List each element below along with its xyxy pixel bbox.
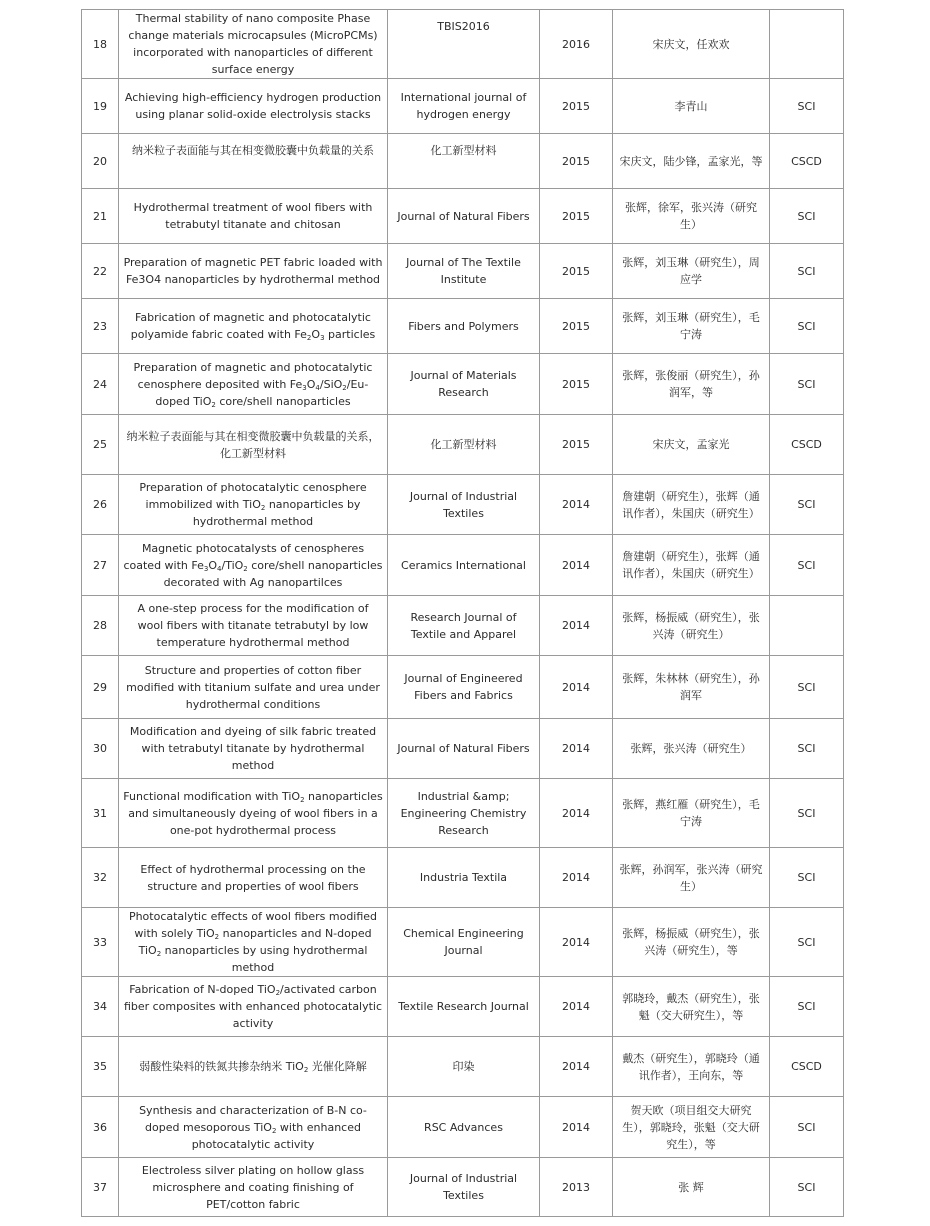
authors: 张辉，孙润军，张兴涛（研究生） bbox=[613, 848, 770, 908]
journal-name: Ceramics International bbox=[388, 535, 540, 596]
index-type: SCI bbox=[770, 79, 844, 134]
index-type: SCI bbox=[770, 908, 844, 977]
row-number: 28 bbox=[82, 596, 119, 656]
row-number: 20 bbox=[82, 134, 119, 189]
table-row bbox=[82, 535, 844, 596]
row-number: 26 bbox=[82, 475, 119, 535]
publication-year: 2015 bbox=[540, 244, 613, 299]
row-number: 35 bbox=[82, 1037, 119, 1097]
journal-name: 化工新型材料 bbox=[388, 134, 540, 189]
publication-year: 2013 bbox=[540, 1158, 613, 1217]
row-number: 24 bbox=[82, 354, 119, 415]
index-type: SCI bbox=[770, 1158, 844, 1217]
paper-title: 弱酸性染料的铁氮共掺杂纳米 TiO$_2$ 光催化降解 bbox=[119, 1037, 388, 1097]
paper-title: Structure and properties of cotton fiber modified with titanium sulfate and urea under hydrothermal conditions bbox=[119, 656, 388, 719]
publication-year: 2015 bbox=[540, 415, 613, 475]
index-type: SCI bbox=[770, 354, 844, 415]
paper-title: Achieving high-efficiency hydrogen production using planar solid-oxide electrolysis stacks bbox=[119, 79, 388, 134]
paper-title: A one-step process for the modification of wool fibers with titanate tetrabutyl by low temperature hydrothermal method bbox=[119, 596, 388, 656]
publication-year: 2014 bbox=[540, 475, 613, 535]
paper-title: Functional modification with TiO$_2$ nanoparticles and simultaneously dyeing of wool fibers in a one-pot hydrothermal process bbox=[119, 779, 388, 848]
publication-year: 2014 bbox=[540, 719, 613, 779]
publication-year: 2016 bbox=[540, 10, 613, 79]
row-number: 29 bbox=[82, 656, 119, 719]
paper-title: Modification and dyeing of silk fabric treated with tetrabutyl titanate by hydrothermal method bbox=[119, 719, 388, 779]
index-type: SCI bbox=[770, 656, 844, 719]
row-number: 31 bbox=[82, 779, 119, 848]
index-type: SCI bbox=[770, 299, 844, 354]
journal-name: RSC Advances bbox=[388, 1097, 540, 1158]
journal-name: Journal of Materials Research bbox=[388, 354, 540, 415]
row-number: 34 bbox=[82, 977, 119, 1037]
index-type: SCI bbox=[770, 189, 844, 244]
journal-name: Journal of The Textile Institute bbox=[388, 244, 540, 299]
row-number: 33 bbox=[82, 908, 119, 977]
authors: 詹建朝（研究生），张辉（通讯作者），朱国庆（研究生） bbox=[613, 475, 770, 535]
index-type: SCI bbox=[770, 719, 844, 779]
index-type: SCI bbox=[770, 1097, 844, 1158]
paper-title: Magnetic photocatalysts of cenospheres coated with $Fe_3O_4/TiO_2$ core/shell nanoparticles decorated with Ag nanopartilces bbox=[119, 535, 388, 596]
paper-title: Electroless silver plating on hollow glass microsphere and coating finishing of PET/cotton fabric bbox=[119, 1158, 388, 1217]
journal-name: Industria Textila bbox=[388, 848, 540, 908]
index-type: SCI bbox=[770, 244, 844, 299]
authors: 戴杰（研究生），郭晓玲（通讯作者），王向东，等 bbox=[613, 1037, 770, 1097]
row-number: 37 bbox=[82, 1158, 119, 1217]
publication-year: 2014 bbox=[540, 535, 613, 596]
authors: 张辉，刘玉琳（研究生），周应学 bbox=[613, 244, 770, 299]
row-number: 21 bbox=[82, 189, 119, 244]
table-row bbox=[82, 415, 844, 475]
table-row bbox=[82, 299, 844, 354]
index-type bbox=[770, 596, 844, 656]
paper-title: Preparation of photocatalytic cenosphere immobilized with TiO$_2$ nanoparticles by hydrothermal method bbox=[119, 475, 388, 535]
journal-name: Fibers and Polymers bbox=[388, 299, 540, 354]
publication-table bbox=[81, 9, 844, 1217]
row-number: 18 bbox=[82, 10, 119, 79]
authors: 宋庆文，任欢欢 bbox=[613, 10, 770, 79]
table-row bbox=[82, 10, 844, 79]
row-number: 22 bbox=[82, 244, 119, 299]
authors: 张辉，张兴涛（研究生） bbox=[613, 719, 770, 779]
index-type: SCI bbox=[770, 848, 844, 908]
table-row bbox=[82, 908, 844, 977]
table-row bbox=[82, 719, 844, 779]
row-number: 25 bbox=[82, 415, 119, 475]
journal-name: Journal of Natural Fibers bbox=[388, 719, 540, 779]
table-row bbox=[82, 1037, 844, 1097]
table-row bbox=[82, 79, 844, 134]
authors: 宋庆文，孟家光 bbox=[613, 415, 770, 475]
authors: 张辉，刘玉琳（研究生），毛宁涛 bbox=[613, 299, 770, 354]
authors: 张辉，张俊丽（研究生），孙润军，等 bbox=[613, 354, 770, 415]
paper-title: Photocatalytic effects of wool fibers modified with solely TiO$_2$ nanoparticles and N-doped TiO$_2$ nanoparticles by using hydrothermal method bbox=[119, 908, 388, 977]
journal-name: 印染 bbox=[388, 1037, 540, 1097]
index-type: CSCD bbox=[770, 1037, 844, 1097]
authors: 贺天欧（项目组交大研究生），郭晓玲，张魁（交大研究生），等 bbox=[613, 1097, 770, 1158]
paper-title: Synthesis and characterization of B-N co-doped mesoporous TiO$_2$ with enhanced photocatalytic activity bbox=[119, 1097, 388, 1158]
authors: 宋庆文，陆少锋，孟家光，等 bbox=[613, 134, 770, 189]
row-number: 36 bbox=[82, 1097, 119, 1158]
journal-name: Journal of Natural Fibers bbox=[388, 189, 540, 244]
publication-year: 2015 bbox=[540, 354, 613, 415]
table-row bbox=[82, 189, 844, 244]
publication-year: 2014 bbox=[540, 596, 613, 656]
publication-year: 2015 bbox=[540, 299, 613, 354]
table-row bbox=[82, 1158, 844, 1217]
publication-year: 2015 bbox=[540, 189, 613, 244]
table-row bbox=[82, 656, 844, 719]
table-row bbox=[82, 1097, 844, 1158]
paper-title: 纳米粒子表面能与其在相变微胶囊中负载量的关系 bbox=[119, 134, 388, 189]
journal-name: Research Journal of Textile and Apparel bbox=[388, 596, 540, 656]
row-number: 30 bbox=[82, 719, 119, 779]
row-number: 27 bbox=[82, 535, 119, 596]
authors: 张辉，朱林林（研究生），孙润军 bbox=[613, 656, 770, 719]
paper-title: Effect of hydrothermal processing on the structure and properties of wool fibers bbox=[119, 848, 388, 908]
paper-title: Hydrothermal treatment of wool fibers with tetrabutyl titanate and chitosan bbox=[119, 189, 388, 244]
authors: 詹建朝（研究生），张辉（通讯作者），朱国庆（研究生） bbox=[613, 535, 770, 596]
index-type: CSCD bbox=[770, 415, 844, 475]
table-row bbox=[82, 134, 844, 189]
publication-year: 2014 bbox=[540, 1097, 613, 1158]
authors: 郭晓玲，戴杰（研究生），张魁（交大研究生），等 bbox=[613, 977, 770, 1037]
index-type: SCI bbox=[770, 779, 844, 848]
table-row bbox=[82, 596, 844, 656]
journal-name: Journal of Industrial Textiles bbox=[388, 475, 540, 535]
paper-title: Thermal stability of nano composite Phase change materials microcapsules (MicroPCMs) incorporated with nanoparticles of different surface energy bbox=[119, 10, 388, 79]
index-type bbox=[770, 10, 844, 79]
publication-year: 2014 bbox=[540, 908, 613, 977]
table-row bbox=[82, 848, 844, 908]
row-number: 32 bbox=[82, 848, 119, 908]
index-type: CSCD bbox=[770, 134, 844, 189]
publication-year: 2014 bbox=[540, 1037, 613, 1097]
publication-year: 2015 bbox=[540, 134, 613, 189]
row-number: 23 bbox=[82, 299, 119, 354]
journal-name: 化工新型材料 bbox=[388, 415, 540, 475]
publication-table-body bbox=[82, 10, 844, 1217]
publication-year: 2014 bbox=[540, 656, 613, 719]
journal-name: Chemical Engineering Journal bbox=[388, 908, 540, 977]
paper-title: Fabrication of magnetic and photocatalytic polyamide fabric coated with $Fe_2O_3$ particles bbox=[119, 299, 388, 354]
table-row bbox=[82, 977, 844, 1037]
index-type: SCI bbox=[770, 535, 844, 596]
index-type: SCI bbox=[770, 475, 844, 535]
paper-title: Preparation of magnetic PET fabric loaded with Fe3O4 nanoparticles by hydrothermal method bbox=[119, 244, 388, 299]
authors: 李青山 bbox=[613, 79, 770, 134]
journal-name: Journal of Industrial Textiles bbox=[388, 1158, 540, 1217]
publication-year: 2014 bbox=[540, 848, 613, 908]
publication-year: 2014 bbox=[540, 779, 613, 848]
journal-name: Journal of Engineered Fibers and Fabrics bbox=[388, 656, 540, 719]
table-row bbox=[82, 244, 844, 299]
paper-title: 纳米粒子表面能与其在相变微胶囊中负载量的关系，化工新型材料 bbox=[119, 415, 388, 475]
authors: 张辉，燕红雁（研究生），毛宁涛 bbox=[613, 779, 770, 848]
journal-name: International journal of hydrogen energy bbox=[388, 79, 540, 134]
paper-title: Preparation of magnetic and photocatalytic cenosphere deposited with $Fe_3O_4/SiO_2/Eu$-doped TiO$_2$ core/shell nanoparticles bbox=[119, 354, 388, 415]
journal-name: Textile Research Journal bbox=[388, 977, 540, 1037]
table-row bbox=[82, 779, 844, 848]
publication-year: 2015 bbox=[540, 79, 613, 134]
row-number: 19 bbox=[82, 79, 119, 134]
table-row bbox=[82, 475, 844, 535]
authors: 张辉，杨振威（研究生），张兴涛（研究生） bbox=[613, 596, 770, 656]
journal-name: Industrial &amp; Engineering Chemistry Research bbox=[388, 779, 540, 848]
table-row bbox=[82, 354, 844, 415]
journal-name: TBIS2016 bbox=[388, 10, 540, 79]
publication-year: 2014 bbox=[540, 977, 613, 1037]
index-type: SCI bbox=[770, 977, 844, 1037]
authors: 张 辉 bbox=[613, 1158, 770, 1217]
paper-title: Fabrication of N-doped TiO$_2$/activated carbon fiber composites with enhanced photocatalytic activity bbox=[119, 977, 388, 1037]
authors: 张辉，徐军，张兴涛（研究生） bbox=[613, 189, 770, 244]
authors: 张辉，杨振威（研究生），张兴涛（研究生），等 bbox=[613, 908, 770, 977]
